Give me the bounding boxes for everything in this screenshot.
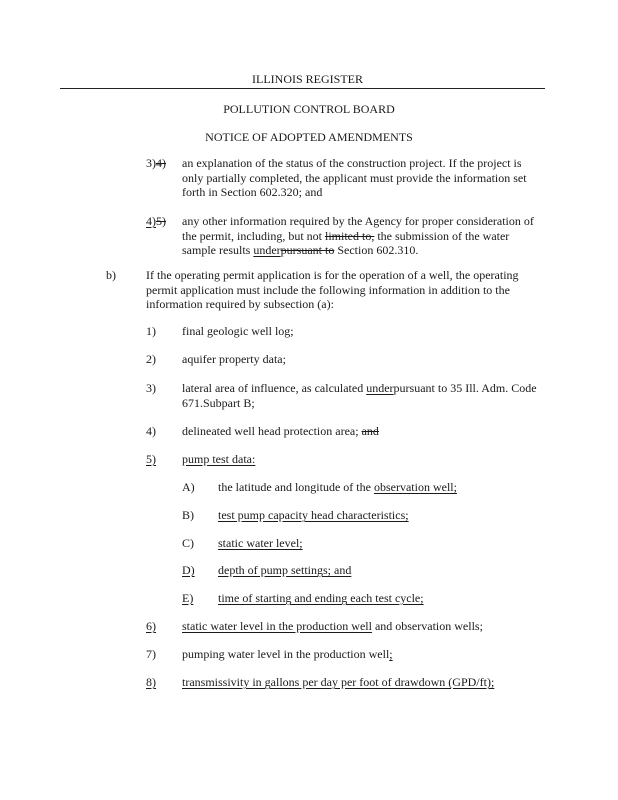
b4-text: delineated well head protection area; and <box>182 424 379 438</box>
b7-number: 7) <box>146 647 156 661</box>
b5c-text: static water level; <box>218 536 303 550</box>
item-3-number: 3)4) <box>146 156 166 170</box>
b7-text: pumping water level in the production well; <box>182 647 393 661</box>
b5e-letter: E) <box>182 591 194 605</box>
b2-text: aquifer property data; <box>182 352 286 366</box>
b5-number: 5) <box>146 452 156 466</box>
board-title: POLLUTION CONTROL BOARD <box>223 102 395 116</box>
item-4-number: 4)5) <box>146 214 166 228</box>
b2-number: 2) <box>146 352 156 366</box>
register-title: ILLINOIS REGISTER <box>252 72 363 86</box>
header-rule <box>60 88 545 89</box>
b4-number: 4) <box>146 424 156 438</box>
b6-text: static water level in the production well and observation wells; <box>182 619 483 633</box>
item-3-text: an explanation of the status of the construction project. If the project is only partially completed, the applicant must provide the information set forth in Section 602.320; and <box>182 156 527 200</box>
b6-number: 6) <box>146 619 156 633</box>
b5a-letter: A) <box>182 480 195 494</box>
b1-text: final geologic well log; <box>182 324 294 338</box>
b3-number: 3) <box>146 381 156 395</box>
b5a-text: the latitude and longitude of the observation well; <box>218 480 457 494</box>
b8-text: transmissivity in gallons per day per foot of drawdown (GPD/ft); <box>182 675 495 689</box>
b3-text: lateral area of influence, as calculated underpursuant to 35 Ill. Adm. Code 671.Subpart B; <box>182 381 537 410</box>
b5b-letter: B) <box>182 508 194 522</box>
b8-number: 8) <box>146 675 156 689</box>
b1-number: 1) <box>146 324 156 338</box>
b5c-letter: C) <box>182 536 194 550</box>
b5d-text: depth of pump settings; and <box>218 563 352 577</box>
b5-text: pump test data: <box>182 452 256 466</box>
b5d-letter: D) <box>182 563 195 577</box>
subsection-b-label: b) <box>106 268 116 282</box>
b5e-text: time of starting and ending each test cycle; <box>218 591 424 605</box>
item-4-text: any other information required by the Agency for proper consideration of the permit, including, but not limited to, the submission of the water sample results underpursuant to Section 602.310. <box>182 214 534 258</box>
notice-title: NOTICE OF ADOPTED AMENDMENTS <box>205 130 413 144</box>
subsection-b-text: If the operating permit application is for the operation of a well, the operating permit application must include the following information in addition to the information required by subsection (a): <box>146 268 519 312</box>
b5b-text: test pump capacity head characteristics; <box>218 508 409 522</box>
